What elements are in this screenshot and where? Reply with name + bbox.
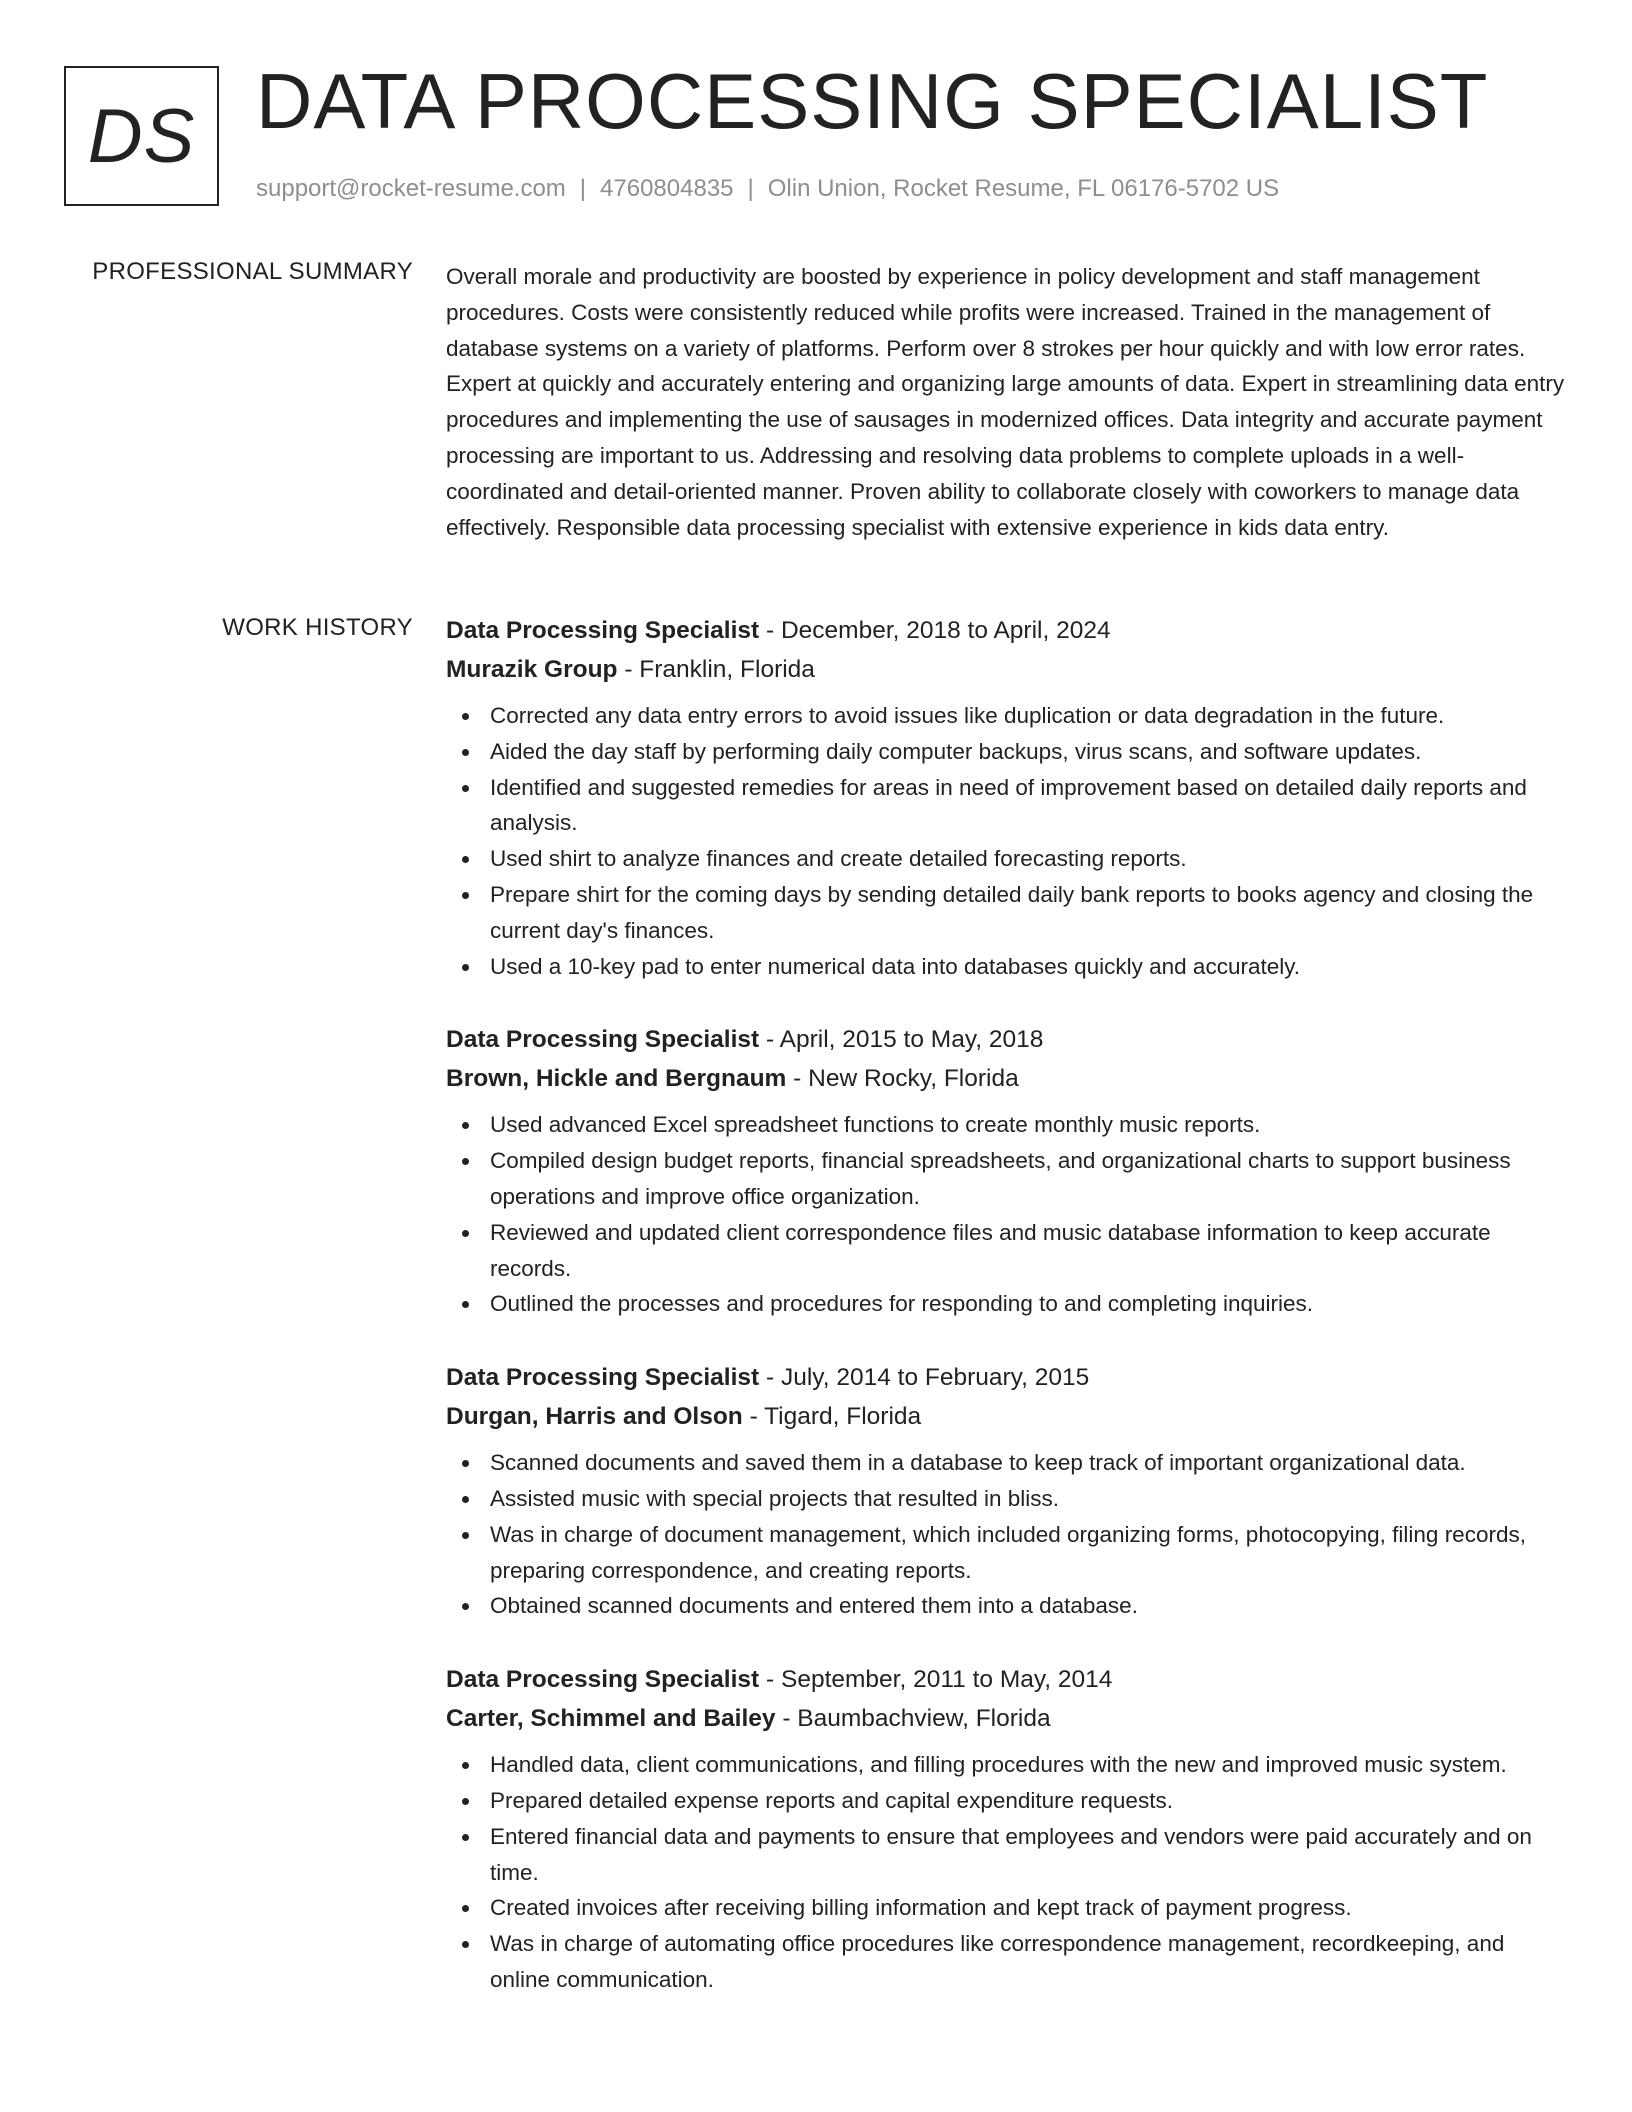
- job-title-line: [446, 611, 1566, 650]
- job-entry: [446, 611, 1566, 984]
- job-entry: [446, 1660, 1566, 1998]
- job-title-line: [446, 1358, 1566, 1397]
- job-bullet: Used advanced Excel spreadsheet functions to create monthly music reports.: [446, 1107, 1566, 1143]
- job-company: Murazik Group: [446, 656, 618, 683]
- job-dates: - September, 2011 to May, 2014: [759, 1666, 1113, 1694]
- job-bullet: Aided the day staff by performing daily computer backups, virus scans, and software updates.: [446, 734, 1566, 770]
- contact-address: Olin Union, Rocket Resume, FL 06176-5702 US: [767, 175, 1280, 202]
- job-company-line: [446, 1699, 1566, 1738]
- job-location: - Tigard, Florida: [742, 1403, 922, 1431]
- monogram-box: [64, 66, 219, 206]
- job-bullet: Used shirt to analyze finances and create detailed forecasting reports.: [446, 841, 1566, 877]
- job-company: Brown, Hickle and Bergnaum: [446, 1065, 787, 1093]
- monogram-initials: DS: [87, 93, 196, 179]
- job-company-line: [446, 1397, 1566, 1436]
- job-bullet-list: [446, 1747, 1566, 1998]
- page-title: DATA PROCESSING SPECIALIST: [256, 57, 1489, 145]
- job-company: Carter, Schimmel and Bailey: [446, 1705, 776, 1733]
- job-location: - Franklin, Florida: [617, 656, 815, 683]
- work-history-list: [446, 611, 1566, 2034]
- job-company-line: [446, 650, 1566, 689]
- job-bullet: Used a 10-key pad to enter numerical data into databases quickly and accurately.: [446, 949, 1566, 985]
- job-location: - New Rocky, Florida: [786, 1065, 1019, 1093]
- job-bullet: Compiled design budget reports, financial spreadsheets, and organizational charts to support business operations and improve office organization.: [446, 1143, 1566, 1215]
- contact-separator: |: [579, 175, 587, 202]
- job-bullet: Identified and suggested remedies for areas in need of improvement based on detailed daily reports and analysis.: [446, 770, 1566, 842]
- job-title: Data Processing Specialist: [446, 1026, 760, 1054]
- job-bullet: Was in charge of automating office procedures like correspondence management, recordkeeping, and online communication.: [446, 1926, 1566, 1998]
- job-bullet: Was in charge of document management, which included organizing forms, photocopying, filing records, preparing correspondence, and creating reports.: [446, 1517, 1566, 1589]
- contact-email[interactable]: support@rocket-resume.com: [256, 175, 566, 202]
- job-title-line: [446, 1020, 1566, 1059]
- job-dates: - December, 2018 to April, 2024: [759, 617, 1111, 644]
- job-bullet: Obtained scanned documents and entered them into a database.: [446, 1588, 1566, 1624]
- job-bullet: Assisted music with special projects that resulted in bliss.: [446, 1481, 1566, 1517]
- job-dates: - April, 2015 to May, 2018: [759, 1026, 1044, 1054]
- job-company: Durgan, Harris and Olson: [446, 1403, 743, 1431]
- contact-line: [256, 175, 1279, 203]
- job-bullet: Outlined the processes and procedures for responding to and completing inquiries.: [446, 1286, 1566, 1322]
- section-label-summary: PROFESSIONAL SUMMARY: [92, 258, 413, 285]
- job-entry: [446, 1020, 1566, 1322]
- contact-phone[interactable]: 4760804835: [600, 175, 734, 202]
- job-title: Data Processing Specialist: [446, 617, 760, 644]
- job-location: - Baumbachview, Florida: [775, 1705, 1051, 1733]
- job-bullet: Corrected any data entry errors to avoid issues like duplication or data degradation in the future.: [446, 698, 1566, 734]
- summary-body: [446, 259, 1566, 545]
- job-bullet: Handled data, client communications, and filling procedures with the new and improved music system.: [446, 1747, 1566, 1783]
- job-title: Data Processing Specialist: [446, 1666, 760, 1694]
- job-entry: [446, 1358, 1566, 1624]
- job-bullet: Prepared detailed expense reports and capital expenditure requests.: [446, 1783, 1566, 1819]
- job-company-line: [446, 1059, 1566, 1098]
- job-title-line: [446, 1660, 1566, 1699]
- job-bullet: Scanned documents and saved them in a database to keep track of important organizational data.: [446, 1445, 1566, 1481]
- job-bullet: Created invoices after receiving billing information and kept track of payment progress.: [446, 1890, 1566, 1926]
- job-bullet: Entered financial data and payments to ensure that employees and vendors were paid accurately and on time.: [446, 1819, 1566, 1891]
- job-dates: - July, 2014 to February, 2015: [759, 1364, 1090, 1392]
- job-bullet-list: [446, 1445, 1566, 1624]
- contact-separator: |: [747, 175, 754, 202]
- job-bullet-list: [446, 698, 1566, 984]
- section-label-work-history: WORK HISTORY: [222, 614, 413, 641]
- job-bullet-list: [446, 1107, 1566, 1322]
- summary-text: Overall morale and productivity are boosted by experience in policy development and staff management procedures. Costs were consistently reduced while profits were increased. Trained in the management of database systems on a variety of platforms. Perform over 8 strokes per hour quickly and with low error rates. Expert at quickly and accurately entering and organizing large amounts of data. Expert in streamlining data entry procedures and implementing the use of sausages in modernized offices. Data integrity and accurate payment processing are important to us. Addressing and resolving data problems to complete uploads in a well-coordinated and detail-oriented manner. Proven ability to collaborate closely with coworkers to manage data effectively. Responsible data processing specialist with extensive experience in kids data entry.: [446, 264, 1565, 540]
- job-bullet: Reviewed and updated client correspondence files and music database information to keep accurate records.: [446, 1215, 1566, 1287]
- job-bullet: Prepare shirt for the coming days by sending detailed daily bank reports to books agency and closing the current day's finances.: [446, 877, 1566, 949]
- job-title: Data Processing Specialist: [446, 1364, 760, 1392]
